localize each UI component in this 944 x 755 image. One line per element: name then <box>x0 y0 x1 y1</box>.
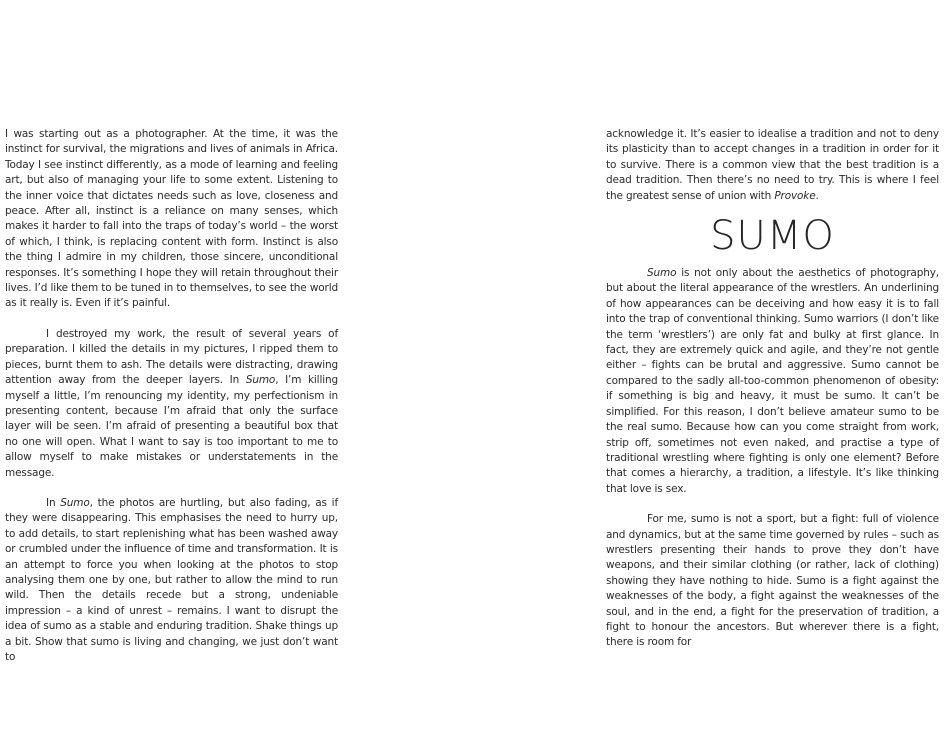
paragraph-hurtling-photos-text-a: In <box>46 496 61 509</box>
paragraph-acknowledge <box>606 127 939 204</box>
paragraph-sumo-fight-text: For me, sumo is not a sport, but a fight: full of violence and dynamics, but at the same time governed by rules – such as wrestlers presenting their hands to prove they don’t have weapons, and their similar clothing (or rather, lack of clothing) showing they have nothing to hide. Sumo is a fight against the weaknesses of the body, a fight against the weaknesses of the soul, and in the end, a fight for the preservation of tradition, a fight to honour the ancestors. But wherever there is a fight, there is room for <box>606 513 939 649</box>
paragraph-acknowledge-text-b: . <box>815 189 819 202</box>
paragraph-sumo-aesthetics-title: Sumo <box>647 267 677 280</box>
paragraph-destroyed-work-title: Sumo <box>245 374 276 387</box>
paragraph-sumo-fight <box>606 512 939 651</box>
left-page-column <box>5 127 338 680</box>
paragraph-hurtling-photos-text-b: , the photos are hurtling, but also fading, as if they were disappearing. This emphasises the need to hurry up, to add details, to start replenishing what has been washed away or crumbled under the influence of time and transformation. It is an attempt to force you when looking at the photos to stop analysing them one by one, but rather to allow the mind to run wild. Then the details recede but a strong, undeniable impression – a kind of unrest – remains. I want to disrupt the idea of sumo as a stable and enduring tradition. Shake things up a bit. Show that sumo is living and changing, we just don’t want to <box>5 496 338 663</box>
paragraph-hurtling-photos <box>5 496 338 665</box>
right-page-column <box>606 127 939 666</box>
paragraph-instinct-text: I was starting out as a photographer. At the time, it was the instinct for survival, the migrations and lives of animals in Africa. Today I see instinct differently, as a mode of learning and feeling art, but also of managing your life to some extent. Listening to the inner voice that dictates needs such as love, closeness and peace. After all, instinct is a reliance on many senses, which makes it harder to fall into the traps of today’s world – the worst of which, I think, is replacing content with form. Instinct is also the thing I admire in my children, those sincere, unconditional responses. It’s something I hope they will retain throughout their lives. I’d like them to be tuned in to themselves, to see the world as it really is. Even if it’s painful. <box>5 128 338 310</box>
paragraph-destroyed-work-text-b: , I’m killing myself a little, I’m renouncing my identity, my perfectionism in presenting content, because I’m afraid that only the surface layer will be seen. I’m afraid of presenting a beautiful box that no one will open. What I want to say is too important to me to allow myself to make mistakes or understatements in the message. <box>5 374 339 479</box>
paragraph-instinct <box>5 127 338 312</box>
paragraph-hurtling-photos-title: Sumo <box>60 496 90 509</box>
paragraph-sumo-aesthetics-text: is not only about the aesthetics of photography, but about the literal appearance of the wrestlers. An underlining of how appearances can be deceiving and how easy it is to fall into the trap of conventional thinking. Sumo warriors (I don’t like the term ‘wrestlers’) are only fat and bulky at first glance. In fact, they are extremely quick and agile, and they’re not gentle either – fights can be brutal and aggressive. Sumo cannot be compared to the sadly all-too-common phenomenon of obesity: if something is big and heavy, it must be sumo. It can’t be simplified. For this reason, I don’t believe amateur sumo to be the real sumo. Because how can you come straight from work, strip off, sometimes not even naked, and practise a type of traditional wrestling where fighting is only one element? Before that comes a hierarchy, a tradition, a lifestyle. It’s like thinking that love is sex. <box>606 267 939 495</box>
paragraph-acknowledge-text-a: acknowledge it. It’s easier to idealise a tradition and not to deny its plasticity than to accept changes in a tradition in order for it to survive. There is a common view that the best tradition is a dead tradition. Then there’s no need to try. This is where I feel the greatest sense of union with <box>606 128 939 202</box>
section-heading-sumo: SUMO <box>710 213 835 260</box>
paragraph-destroyed-work-text-a: I destroyed my work, the result of several years of preparation. I killed the details in my pictures, I ripped them to pieces, burnt them to ash. The details were distracting, drawing attention away from the deeper layers. In <box>5 327 338 387</box>
paragraph-sumo-aesthetics <box>606 266 939 497</box>
paragraph-destroyed-work <box>5 327 338 481</box>
paragraph-acknowledge-title: Provoke <box>774 189 816 202</box>
